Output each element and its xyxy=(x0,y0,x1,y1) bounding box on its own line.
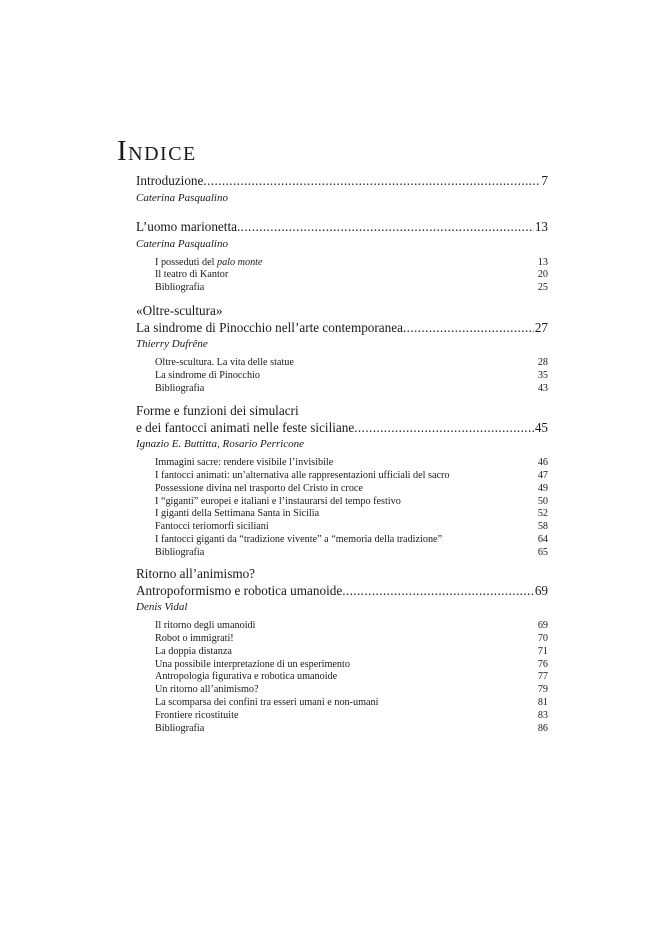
section-title-text: Fantocci teriomorfi siciliani xyxy=(155,521,269,533)
section-entry xyxy=(155,496,548,509)
section-entry xyxy=(155,357,548,370)
section-title xyxy=(155,710,238,723)
chapter-title: Antropoformismo e robotica umanoide xyxy=(136,582,343,598)
section-title xyxy=(155,483,363,496)
section-title xyxy=(155,457,333,470)
section-page-number: 25 xyxy=(537,282,548,294)
dot-leader xyxy=(203,173,540,190)
section-list xyxy=(136,457,548,560)
chapter-title-line: «Oltre-scultura» xyxy=(136,303,223,318)
dot-leader xyxy=(237,219,534,236)
section-entry xyxy=(155,659,548,672)
section-entry xyxy=(155,633,548,646)
section-entry xyxy=(155,370,548,383)
section-entry xyxy=(155,383,548,396)
section-title xyxy=(155,370,260,383)
section-title-text: Immagini sacre: rendere visibile l’invisibile xyxy=(155,457,334,468)
section-title xyxy=(155,547,204,560)
section-title xyxy=(155,269,228,282)
chapter-entry xyxy=(136,320,548,337)
toc-chapter xyxy=(136,219,548,295)
section-entry xyxy=(155,483,548,496)
chapter-title: L’uomo marionetta xyxy=(136,219,237,234)
section-page-number: 64 xyxy=(537,534,548,546)
section-entry xyxy=(155,257,548,270)
section-title-text: I giganti della Settimana Santa in Sicilia xyxy=(155,508,320,520)
chapter-page-number: 69 xyxy=(534,582,548,598)
section-title xyxy=(155,470,450,483)
section-page-number: 47 xyxy=(537,469,548,481)
section-entry xyxy=(155,508,548,521)
section-title xyxy=(155,496,401,509)
section-title-text: Bibliografia xyxy=(155,282,205,294)
section-title-text: Una possibile interpretazione di un esperimento xyxy=(155,658,350,670)
section-entry xyxy=(155,457,548,470)
section-list xyxy=(136,257,548,296)
chapter-title-line: Forme e funzioni dei simulacri xyxy=(136,403,299,418)
chapter-entry xyxy=(136,219,548,236)
dot-leader xyxy=(354,420,534,437)
section-title-italic: palo monte xyxy=(216,256,263,268)
section-title xyxy=(155,357,294,370)
section-title xyxy=(155,534,442,547)
section-title-text: Il ritorno degli umanoidi xyxy=(155,620,256,631)
section-page-number: 65 xyxy=(537,546,548,558)
section-page-number: 20 xyxy=(537,269,548,281)
section-entry xyxy=(155,684,548,697)
section-title-text: Robot o immigrati! xyxy=(155,632,234,644)
section-title xyxy=(155,383,204,396)
chapter-author: Ignazio E. Buttitta, Rosario Perricone xyxy=(136,438,305,450)
section-entry xyxy=(155,671,548,684)
section-title-text: Oltre-scultura. La vita delle statue xyxy=(155,357,294,368)
section-title-text: La scomparsa dei confini tra esseri umani e non-umani xyxy=(155,697,379,709)
section-title-text: Un ritorno all’animismo? xyxy=(155,684,259,696)
section-entry xyxy=(155,646,548,659)
section-title xyxy=(155,508,319,521)
section-title-text: Bibliografia xyxy=(155,722,205,734)
section-title xyxy=(155,659,350,672)
section-title xyxy=(155,684,259,697)
section-title-text: I fantocci animati: un’alternativa alle rappresentazioni ufficiali del sacro xyxy=(155,469,450,481)
chapter-title: Introduzione xyxy=(136,173,204,188)
chapter-title: e dei fantocci animati nelle feste siciliane xyxy=(136,419,355,435)
section-page-number: 49 xyxy=(537,482,548,494)
section-title-text: Bibliografia xyxy=(155,546,205,558)
chapter-page-number: 27 xyxy=(534,319,548,335)
section-page-number: 52 xyxy=(537,508,548,520)
section-entry xyxy=(155,269,548,282)
section-page-number: 69 xyxy=(537,620,548,631)
section-page-number: 50 xyxy=(537,495,548,507)
dot-leader xyxy=(342,583,534,600)
section-title xyxy=(155,620,255,633)
section-page-number: 35 xyxy=(537,369,548,381)
section-title xyxy=(155,646,232,659)
section-page-number: 81 xyxy=(537,697,548,709)
toc-chapter xyxy=(136,403,548,560)
section-title-text: La doppia distanza xyxy=(155,645,232,657)
section-title-text: I “giganti” europei e italiani e l’instaurarsi del tempo festivo xyxy=(155,495,401,507)
chapter-title: La sindrome di Pinocchio nell’arte contemporanea xyxy=(136,319,403,335)
chapter-author: Denis Vidal xyxy=(136,601,188,613)
section-page-number: 83 xyxy=(537,709,548,721)
section-title xyxy=(155,257,263,270)
section-title-text: Il teatro di Kantor xyxy=(155,269,229,281)
section-page-number: 71 xyxy=(537,645,548,657)
section-page-number: 77 xyxy=(537,671,548,683)
section-page-number: 46 xyxy=(537,457,548,468)
section-page-number: 79 xyxy=(537,684,548,696)
section-page-number: 70 xyxy=(537,632,548,644)
section-title xyxy=(155,723,204,736)
chapter-page-number: 13 xyxy=(534,219,548,234)
section-title-text: I posseduti del xyxy=(155,256,217,268)
section-title xyxy=(155,521,269,534)
section-title-text: Antropologia figurativa e robotica umanoide xyxy=(155,671,338,683)
section-page-number: 86 xyxy=(537,722,548,734)
section-entry xyxy=(155,723,548,736)
section-title-text: La sindrome di Pinocchio xyxy=(155,369,260,381)
section-entry xyxy=(155,547,548,560)
dot-leader xyxy=(403,320,534,337)
section-title-text: Possessione divina nel trasporto del Cristo in croce xyxy=(155,482,363,494)
chapter-page-number: 45 xyxy=(534,419,548,435)
section-entry xyxy=(155,534,548,547)
chapter-author: Caterina Pasqualino xyxy=(136,191,228,204)
section-page-number: 58 xyxy=(537,521,548,533)
section-list xyxy=(136,357,548,396)
chapter-author: Caterina Pasqualino xyxy=(136,237,228,250)
section-title-text: I fantocci giganti da “tradizione vivente” a “memoria della tradizione” xyxy=(155,534,443,546)
section-title-text: Bibliografia xyxy=(155,382,205,394)
index-title: Indice xyxy=(117,135,197,167)
section-entry xyxy=(155,710,548,723)
section-title-text: Frontiere ricostituite xyxy=(155,709,239,721)
section-page-number: 76 xyxy=(537,658,548,670)
section-entry xyxy=(155,620,548,633)
chapter-entry xyxy=(136,420,548,437)
section-page-number: 28 xyxy=(537,357,548,368)
chapter-title-line: Ritorno all’animismo? xyxy=(136,566,256,581)
chapter-entry xyxy=(136,173,548,190)
section-title xyxy=(155,282,204,295)
section-entry xyxy=(155,697,548,710)
section-page-number: 43 xyxy=(537,382,548,394)
section-title xyxy=(155,697,378,710)
section-title xyxy=(155,633,234,646)
chapter-entry xyxy=(136,583,548,600)
toc-chapter xyxy=(136,566,548,736)
chapter-author: Thierry Dufrêne xyxy=(136,338,208,350)
section-list xyxy=(136,620,548,736)
section-title xyxy=(155,671,337,684)
section-page-number: 13 xyxy=(537,256,548,268)
section-entry xyxy=(155,521,548,534)
chapter-page-number: 7 xyxy=(541,173,548,188)
toc-chapter xyxy=(136,303,548,396)
section-entry xyxy=(155,282,548,295)
section-entry xyxy=(155,470,548,483)
toc-chapter xyxy=(136,173,548,205)
